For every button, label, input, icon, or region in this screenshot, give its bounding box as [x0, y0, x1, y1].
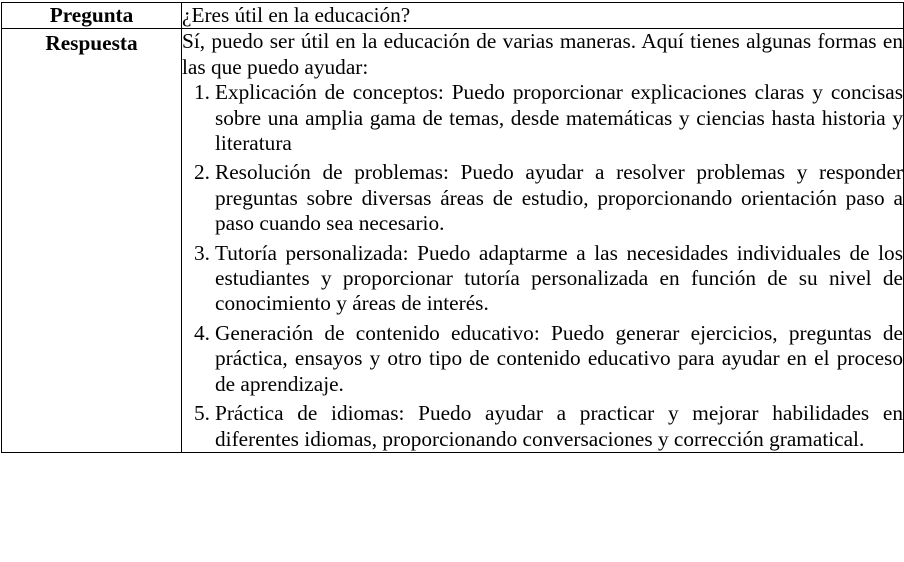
list-item	[182, 80, 903, 156]
list-item-text: Resolución de problemas: Puedo ayudar a resolver problemas y responder preguntas sobre diversas áreas de estudio, proporcionando orientación paso a paso cuando sea necesario.	[215, 160, 903, 236]
list-item	[182, 241, 903, 317]
list-item-text: Generación de contenido educativo: Puedo generar ejercicios, preguntas de práctica, ensayos y otro tipo de contenido educativo para ayudar en el proceso de aprendizaje.	[215, 320, 903, 396]
list-item	[182, 160, 903, 236]
list-item	[182, 401, 903, 452]
list-item-number: 3.	[194, 240, 210, 265]
question-text: ¿Eres útil en la educación?	[182, 3, 904, 29]
answer-intro: Sí, puedo ser útil en la educación de varias maneras. Aquí tienes algunas formas en las que puedo ayudar:	[182, 29, 903, 79]
list-item-number: 1.	[194, 80, 210, 105]
answer-cell	[182, 29, 904, 453]
list-item	[182, 321, 903, 397]
list-item-number: 2.	[194, 160, 210, 185]
question-label: Pregunta	[2, 3, 182, 29]
answer-label: Respuesta	[2, 29, 182, 453]
answer-row	[2, 29, 904, 453]
list-item-text: Tutoría personalizada: Puedo adaptarme a las necesidades individuales de los estudiantes y proporcionar tutoría personalizada en función de su nivel de conocimiento y áreas de interés.	[215, 240, 903, 316]
answer-list	[182, 80, 903, 452]
list-item-number: 4.	[194, 320, 210, 345]
list-item-text: Explicación de conceptos: Puedo proporcionar explicaciones claras y concisas sobre una amplia gama de temas, desde matemáticas y ciencias hasta historia y literatura	[215, 80, 903, 156]
list-item-text: Práctica de idiomas: Puedo ayudar a practicar y mejorar habilidades en diferentes idiomas, proporcionando conversaciones y corrección gramatical.	[215, 401, 903, 451]
question-row	[2, 3, 904, 29]
qa-table	[1, 2, 904, 453]
list-item-number: 5.	[194, 401, 210, 426]
